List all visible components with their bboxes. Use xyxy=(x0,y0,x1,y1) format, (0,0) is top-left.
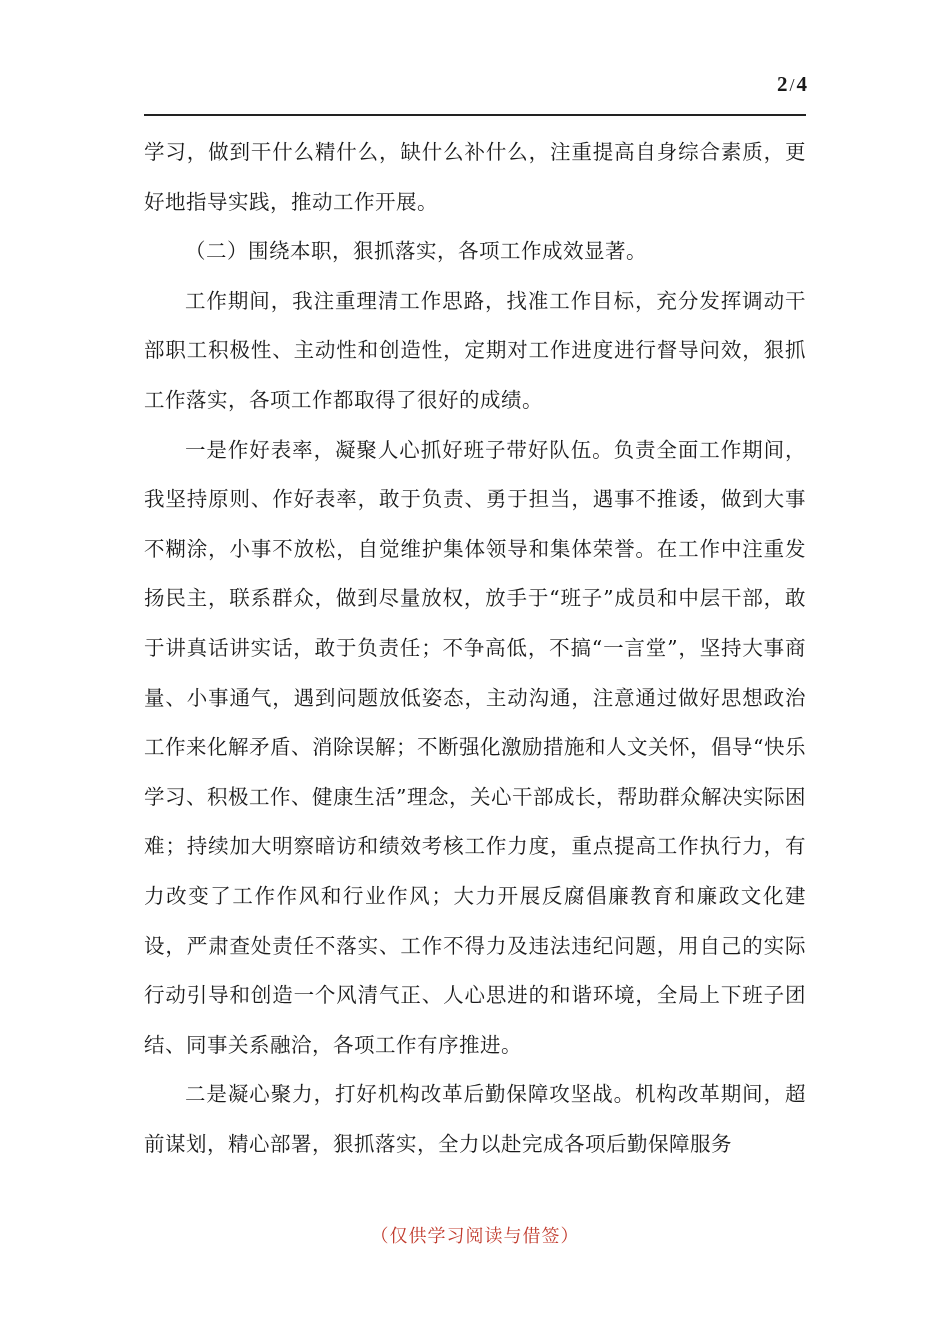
page-total: 4 xyxy=(796,72,808,96)
paragraph: 二是凝心聚力，打好机构改革后勤保障攻坚战。机构改革期间，超前谋划，精心部署，狠抓落实，全力以赴完成各项后勤保障服务 xyxy=(144,1082,806,1156)
paragraph-continued: 学习，做到干什么精什么，缺什么补什么，注重提高自身综合素质，更好地指导实践，推动工作开展。 xyxy=(144,140,806,214)
page-current: 2 xyxy=(776,72,789,96)
page-separator: / xyxy=(789,75,796,95)
footer-note: （仅供学习阅读与借签） xyxy=(370,1226,580,1247)
document-body xyxy=(144,128,806,1169)
header-divider xyxy=(144,114,806,116)
paragraph: 一是作好表率，凝聚人心抓好班子带好队伍。负责全面工作期间，我坚持原则、作好表率，敢于负责、勇于担当，遇事不推诿，做到大事不糊涂，小事不放松，自觉维护集体领导和集体荣誉。在工作中注重发扬民主，联系群众，做到尽量放权，放手于“班子”成员和中层干部，敢于讲真话讲实话，敢于负责任；不争高低，不搞“一言堂”，坚持大事商量、小事通气，遇到问题放低姿态，主动沟通，注意通过做好思想政治工作来化解矛盾、消除误解；不断强化激励措施和人文关怀，倡导“快乐学习、积极工作、健康生活”理念，关心干部成长，帮助群众解决实际困难；持续加大明察暗访和绩效考核工作力度，重点提高工作执行力，有力改变了工作作风和行业作风；大力开展反腐倡廉教育和廉政文化建设，严肃查处责任不落实、工作不得力及违法违纪问题，用自己的实际行动引导和创造一个风清气正、人心思进的和谐环境，全局上下班子团结、同事关系融洽，各项工作有序推进。 xyxy=(144,437,806,1057)
paragraph: 工作期间，我注重理清工作思路，找准工作目标，充分发挥调动干部职工积极性、主动性和创造性，定期对工作进度进行督导问效，狠抓工作落实，各项工作都取得了很好的成绩。 xyxy=(144,288,806,412)
page-number xyxy=(777,72,808,97)
section-heading: （二）围绕本职，狠抓落实，各项工作成效显著。 xyxy=(185,239,647,264)
